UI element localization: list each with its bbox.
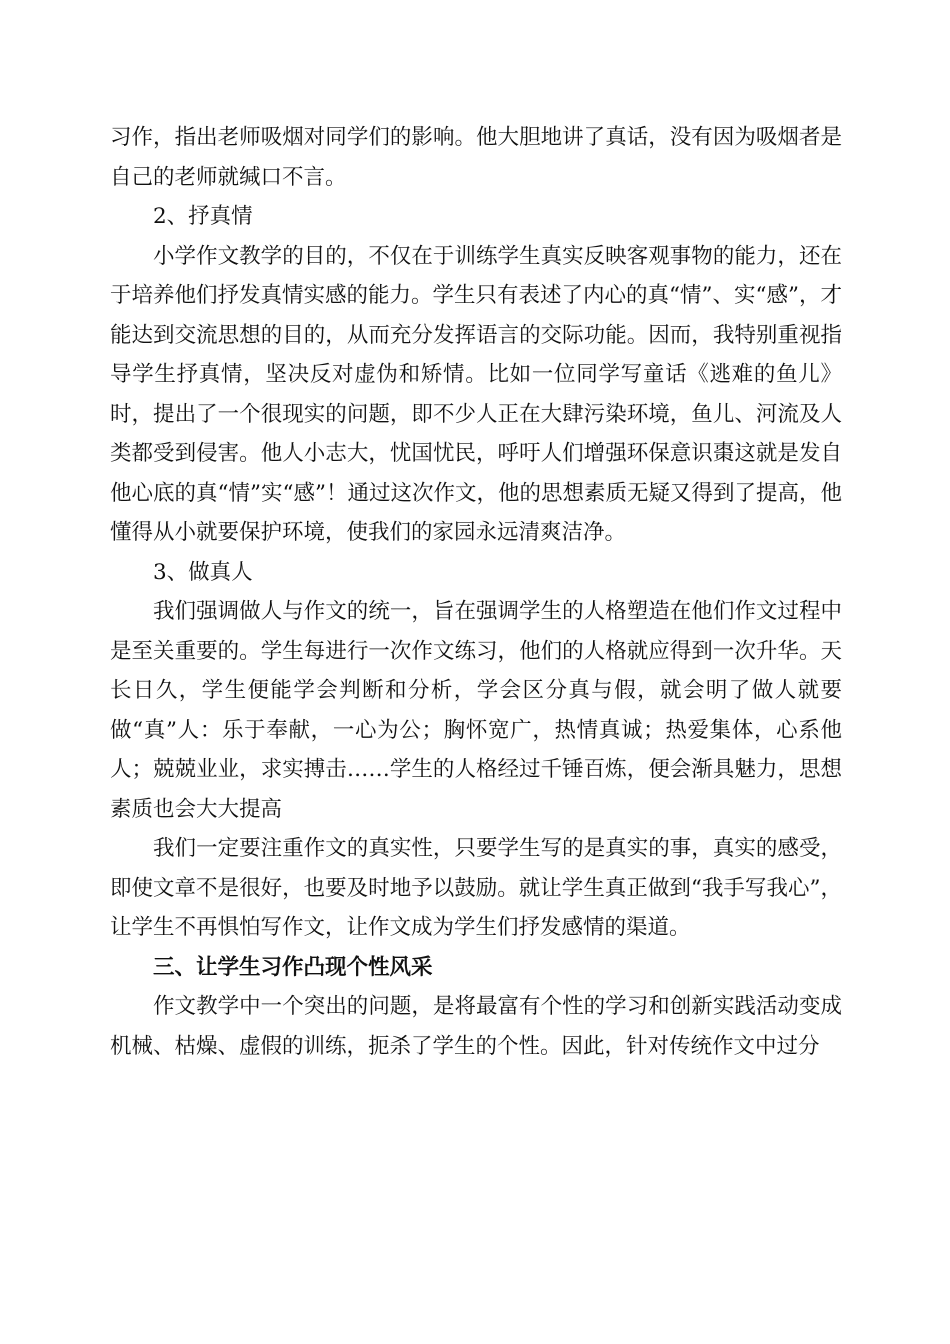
paragraph-individuality: 作文教学中一个突出的问题，是将最富有个性的学习和创新实践活动变成机械、枯燥、虚假的训练，扼杀了学生的个性。因此，针对传统作文中过分 [110,994,842,1059]
paragraph-continued: 习作，指出老师吸烟对同学们的影响。他大胆地讲了真话，没有因为吸烟者是自己的老师就缄口不言。 [110,125,842,190]
subheading-express-true-feelings: 2、抒真情 [153,204,253,229]
section-heading-individuality: 三、让学生习作凸现个性风采 [153,954,433,980]
paragraph-authenticity: 我们一定要注重作文的真实性，只要学生写的是真实的事，真实的感受，即使文章不是很好，也要及时地予以鼓励。就让学生真正做到“我手写我心”，让学生不再惧怕写作文，让作文成为学生们抒发感情的渠道。 [110,836,842,940]
paragraph-be-true-person: 我们强调做人与作文的统一，旨在强调学生的人格塑造在他们作文过程中是至关重要的。学生每进行一次作文练习，他们的人格就应得到一次升华。天长日久，学生便能学会判断和分析，学会区分真与假，就会明了做人就要做“真”人：乐于奉献，一心为公；胸怀宽广，热情真诚；热爱集体，心系他人；兢兢业业，求实搏击……学生的人格经过千锤百炼，便会渐具魅力，思想素质也会大大提高 [110,599,842,822]
document-body [110,118,842,1066]
paragraph-true-feelings: 小学作文教学的目的，不仅在于训练学生真实反映客观事物的能力，还在于培养他们抒发真情实感的能力。学生只有表述了内心的真“情”、实“感”，才能达到交流思想的目的，从而充分发挥语言的交际功能。因而，我特别重视指导学生抒真情，坚决反对虚伪和矫情。比如一位同学写童话《逃难的鱼儿》时，提出了一个很现实的问题，即不少人正在大肆污染环境，鱼儿、河流及人类都受到侵害。他人小志大，忧国忧民，呼吁人们增强环保意识棗这就是发自他心底的真“情”实“感”！通过这次作文，他的思想素质无疑又得到了提高，他懂得从小就要保护环境，使我们的家园永远清爽洁净。 [110,243,842,545]
subheading-be-true-person: 3、做真人 [153,559,253,585]
